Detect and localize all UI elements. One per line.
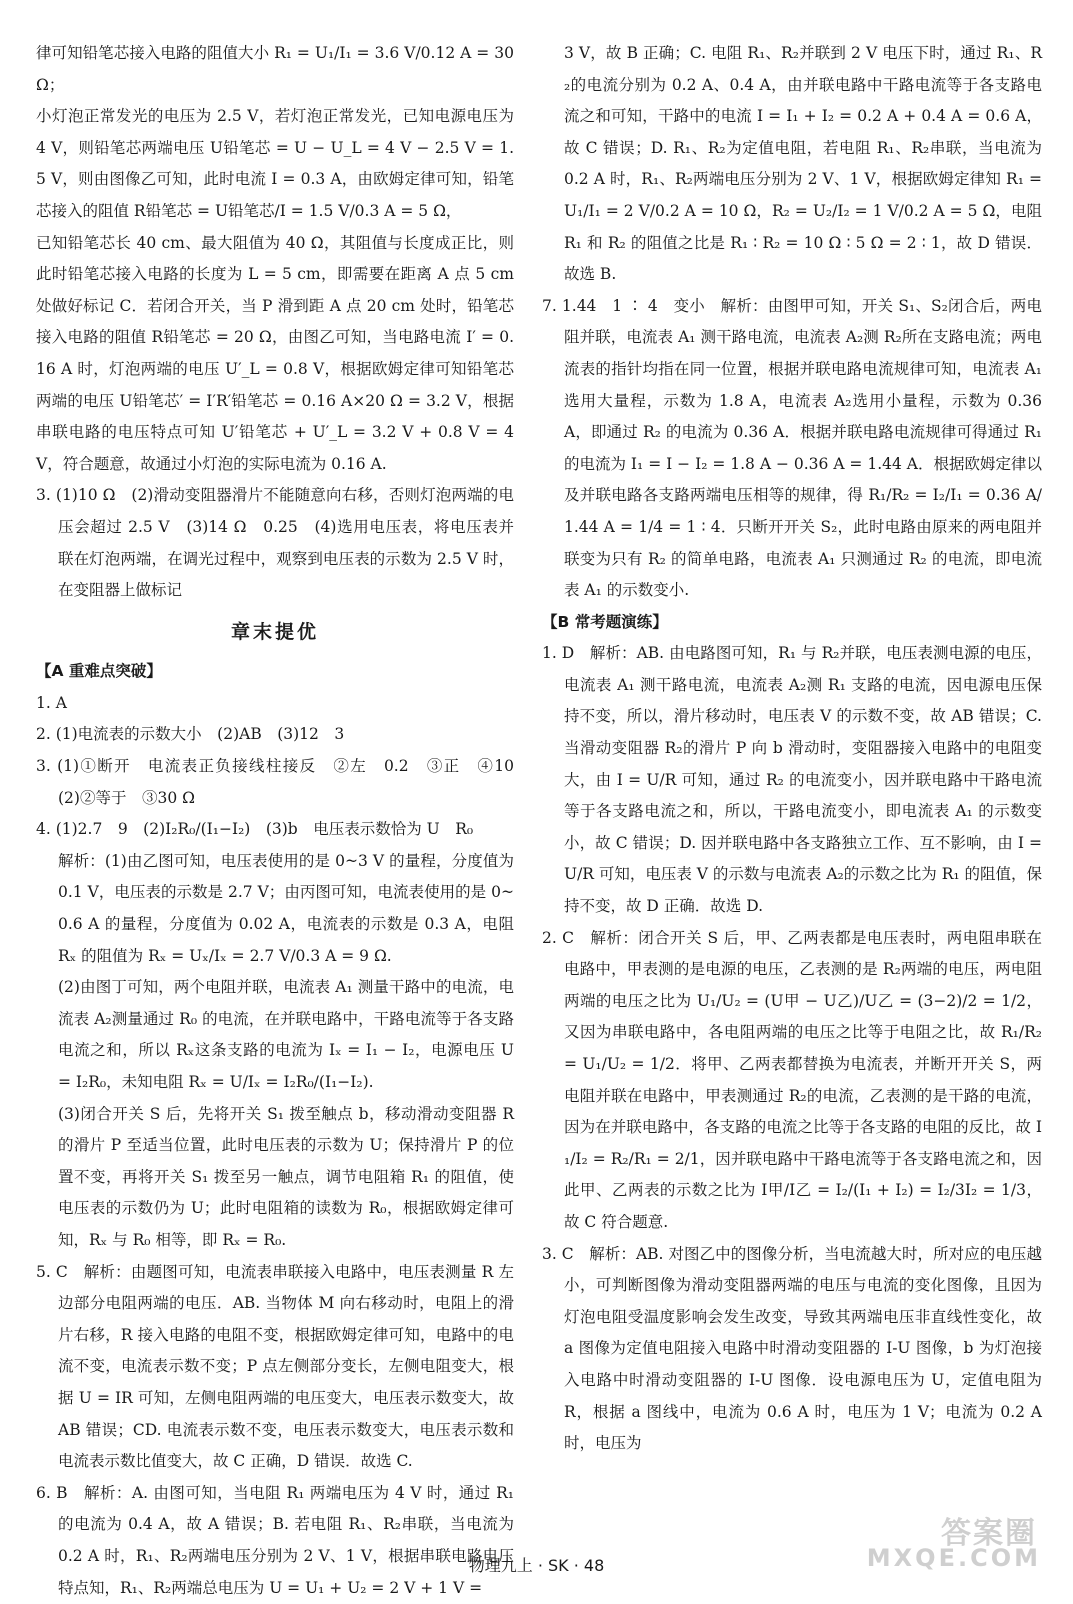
answer-item: 2. C 解析：闭合开关 S 后，甲、乙两表都是电压表时，两电阻串联在电路中，甲表测的是电源的电压，乙表测的是 R₂两端的电压，两电阻两端的电压之比为 U₁/U₂ = (U甲 − U乙)/U乙 = (3−2)/2 = 1/2，又因为串联电路中，各电阻两端的电压之比等于电阻之比，故 R₁/R₂ = U₁/U₂ = 1/2．将甲、乙两表都替换为电流表，并断开开关 S，两电阻并联在电路中，甲表测通过 R₂的电流，乙表测的是干路的电流，因为在并联电路中，各支路的电流之比等于各支路的电阻的反比，故 I₁/I₂ = R₂/R₁ = 2/1，因并联电路中干路电流等于各支路电流之和，因此甲、乙两表的示数之比为 I甲/I乙 = I₂/(I₁ + I₂) = I₂/3I₂ = 1/3，故 C 符合题意. [542,928,1042,1231]
answer-paragraph: 3 V，故 B 正确；C. 电阻 R₁、R₂并联到 2 V 电压下时，通过 R₁、R₂的电流分别为 0.2 A、0.4 A，由并联电路中干路电流等于各支路电流之和可知，干路中的电流 I = I₁ + I₂ = 0.2 A + 0.4 A = 0.6 A，故 C 错误；D. R₁、R₂为定值电阻，若电阻 R₁、R₂串联，当电流为 0.2 A 时，R₁、R₂两端电压分别为 2 V、1 V，根据欧姆定律知 R₁ = U₁/I₁ = 2 V/0.2 A = 10 Ω，R₂ = U₂/I₂ = 1 V/0.2 A = 5 Ω，电阻 R₁ 和 R₂ 的阻值之比是 R₁ ∶ R₂ = 10 Ω ∶ 5 Ω = 2 ∶ 1，故 D 错误．故选 B. [564,44,1042,284]
answer-item: 3. (1)①断开 电流表正负接线柱接反 ②左 0.2 ③正 ④10 (2)②等于 ③30 Ω [36,757,530,807]
answer-item: 1. A [36,693,67,712]
answer-paragraph: 解析：(1)由乙图可知，电压表使用的是 0~3 V 的量程，分度值为 0.1 V，电压表的示数是 2.7 V；由丙图可知，电流表使用的是 0~0.6 A 的量程，分度值为 0.02 A，电流表的示数是 0.3 A，电阻 Rₓ 的阻值为 Rₓ = Uₓ/Iₓ = 2.7 V/0.3 A = 9 Ω. [58,851,514,965]
answer-item: 6. B 解析：A. 由图可知，当电阻 R₁ 两端电压为 4 V 时，通过 R₁ 的电流为 0.4 A，故 A 错误；B. 若电阻 R₁、R₂串联，当电流为 0.2 A 时，R₁、R₂两端电压分别为 2 V、1 V，根据串联电路电压特点知，R₁、R₂两端总电压为 U = U₁ + U₂ = 2 V + 1 V = [36,1483,514,1597]
subsection-title: 【B 常考题演练】 [542,612,668,631]
answer-paragraph: 已知铅笔芯长 40 cm、最大阻值为 40 Ω，其阻值与长度成正比，则此时铅笔芯接入电路的长度为 L = 5 cm，即需要在距离 A 点 5 cm 处做好标记 C．若闭合开关，当 P 滑到距 A 点 20 cm 处时，铅笔芯接入电路的阻值 R铅笔芯 = 20 Ω，由图乙可知，当电路电流 I′ = 0.16 A 时，灯泡两端的电压 U′_L = 0.8 V，根据欧姆定律可知铅笔芯两端的电压 U铅笔芯′ = I′R′铅笔芯 = 0.16 A×20 Ω = 3.2 V，根据串联电路的电压特点可知 U′铅笔芯 + U′_L = 3.2 V + 0.8 V = 4 V，符合题意，故通过小灯泡的实际电流为 0.16 A. [36,233,514,473]
answer-paragraph: 律可知铅笔芯接入电路的阻值大小 R₁ = U₁/I₁ = 3.6 V/0.12 A = 30 Ω； [36,44,514,94]
left-column [36,38,530,1604]
answer-paragraph: (2)由图丁可知，两个电阻并联，电流表 A₁ 测量干路中的电流，电流表 A₂测量通过 R₀ 的电流，在并联电路中，干路电流等于各支路电流之和，所以 Rₓ这条支路的电流为 Iₓ = I₁ − I₂，电源电压 U = I₂R₀，未知电阻 Rₓ = U/Iₓ = I₂R₀/(I₁−I₂). [58,978,514,1091]
watermark-url: MXQE.COM [866,1544,1041,1572]
answer-item: 2. (1)电流表的示数大小 (2)AB (3)12 3 [36,725,345,744]
answer-paragraph: 小灯泡正常发光的电压为 2.5 V，若灯泡正常发光，已知电源电压为 4 V，则铅笔芯两端电压 U铅笔芯 = U − U_L = 4 V − 2.5 V = 1.5 V，则由图像乙可知，此时电流 I = 0.3 A，由欧姆定律可知，铅笔芯接入的阻值 R铅笔芯 = U铅笔芯/I = 1.5 V/0.3 A = 5 Ω， [36,107,514,220]
answer-item: 5. C 解析：由题图可知，电流表串联接入电路中，电压表测量 R 左边部分电阻两端的电压．AB. 当物体 M 向右移动时，电阻上的滑片右移，R 接入电路的电阻不变，根据欧姆定律可知，电路中的电流不变，电流表示数不变；P 点左侧部分变长，左侧电阻变大，根据 U = IR 可知，左侧电阻两端的电压变大，电压表示数变大，故 AB 错误；CD. 电流表示数不变，电压表示数变大，电压表示数和电流表示数比值变大，故 C 正确，D 错误．故选 C. [36,1262,514,1471]
watermark-logo [843,1508,1043,1578]
right-column [542,38,1042,1460]
section-heading: 章末提优 [230,620,319,643]
page-footer: 物理九上 · SK · 48 [468,1556,605,1575]
answer-item: 7. 1.44 1 ∶ 4 变小 解析：由图甲可知，开关 S₁、S₂闭合后，两电阻并联，电流表 A₁ 测干路电流，电流表 A₂测 R₂所在支路电流；两电流表的指针均指在同一位置，根据并联电路电流规律可知，电流表 A₁ 选用大量程，示数为 1.8 A，电流表 A₂选用小量程，示数为 0.36 A，即通过 R₂ 的电流为 0.36 A．根据并联电路电流规律可得通过 R₁ 的电流为 I₁ = I − I₂ = 1.8 A − 0.36 A = 1.44 A．根据欧姆定律以及并联电路各支路两端电压相等的规律，得 R₁/R₂ = I₂/I₁ = 0.36 A/1.44 A = 1/4 = 1 ∶ 4．只断开开关 S₂，此时电路由原来的两电阻并联变为只有 R₂ 的简单电路，电流表 A₁ 只测通过 R₂ 的电流，即电流表 A₁ 的示数变小. [542,296,1042,600]
answer-item: 4. (1)2.7 9 (2)I₂R₀/(I₁−I₂) (3)b 电压表示数恰为 U R₀ [36,820,474,839]
subsection-title: 【A 重难点突破】 [36,662,162,681]
answer-item: 3. (1)10 Ω (2)滑动变阻器滑片不能随意向右移，否则灯泡两端的电压会超过 2.5 V (3)14 Ω 0.25 (4)选用电压表，将电压表并联在灯泡两端，在调光过程中，观察到电压表的示数为 2.5 V 时，在变阻器上做标记 [36,486,514,600]
answer-item: 3. C 解析：AB. 对图乙中的图像分析，当电流越大时，所对应的电压越小，可判断图像为滑动变阻器两端的电压与电流的变化图像，且因为灯泡电阻受温度影响会发生改变，导致其两端电压非直线性变化，故 a 图像为定值电阻接入电路中时滑动变阻器的 I-U 图像，b 为灯泡接入电路中时滑动变阻器的 I-U 图像．设电源电压为 U，定值电阻为 R，根据 a 图线中，电流为 0.6 A 时，电压为 1 V；电流为 0.2 A 时，电压为 [542,1244,1042,1453]
answer-paragraph: (3)闭合开关 S 后，先将开关 S₁ 拨至触点 b，移动滑动变阻器 R 的滑片 P 至适当位置，此时电压表的示数为 U；保持滑片 P 的位置不变，再将开关 S₁ 拨至另一触点，调节电阻箱 R₁ 的阻值，使电压表的示数仍为 U；此时电阻箱的读数为 R₀，根据欧姆定律可知，Rₓ 与 R₀ 相等，即 Rₓ = R₀. [58,1104,514,1249]
watermark-text: 答案圈 [941,1516,1037,1551]
answer-item: 1. D 解析：AB. 由电路图可知，R₁ 与 R₂并联，电压表测电源的电压，电流表 A₁ 测干路电流，电流表 A₂测 R₁ 支路的电流，因电源电压保持不变，所以，滑片移动时，电压表 V 的示数不变，故 AB 错误；C. 当滑动变阻器 R₂的滑片 P 向 b 滑动时，变阻器接入电路中的电阻变大，由 I = U/R 可知，通过 R₂ 的电流变小，因并联电路中干路电流等于各支路电流之和，所以，干路电流变小，即电流表 A₁ 的示数变小，故 C 错误；D. 因并联电路中各支路独立工作、互不影响，由 I = U/R 可知，电压表 V 的示数与电流表 A₂的示数之比为 R₁ 的阻值，保持不变，故 D 正确．故选 D. [542,644,1043,916]
